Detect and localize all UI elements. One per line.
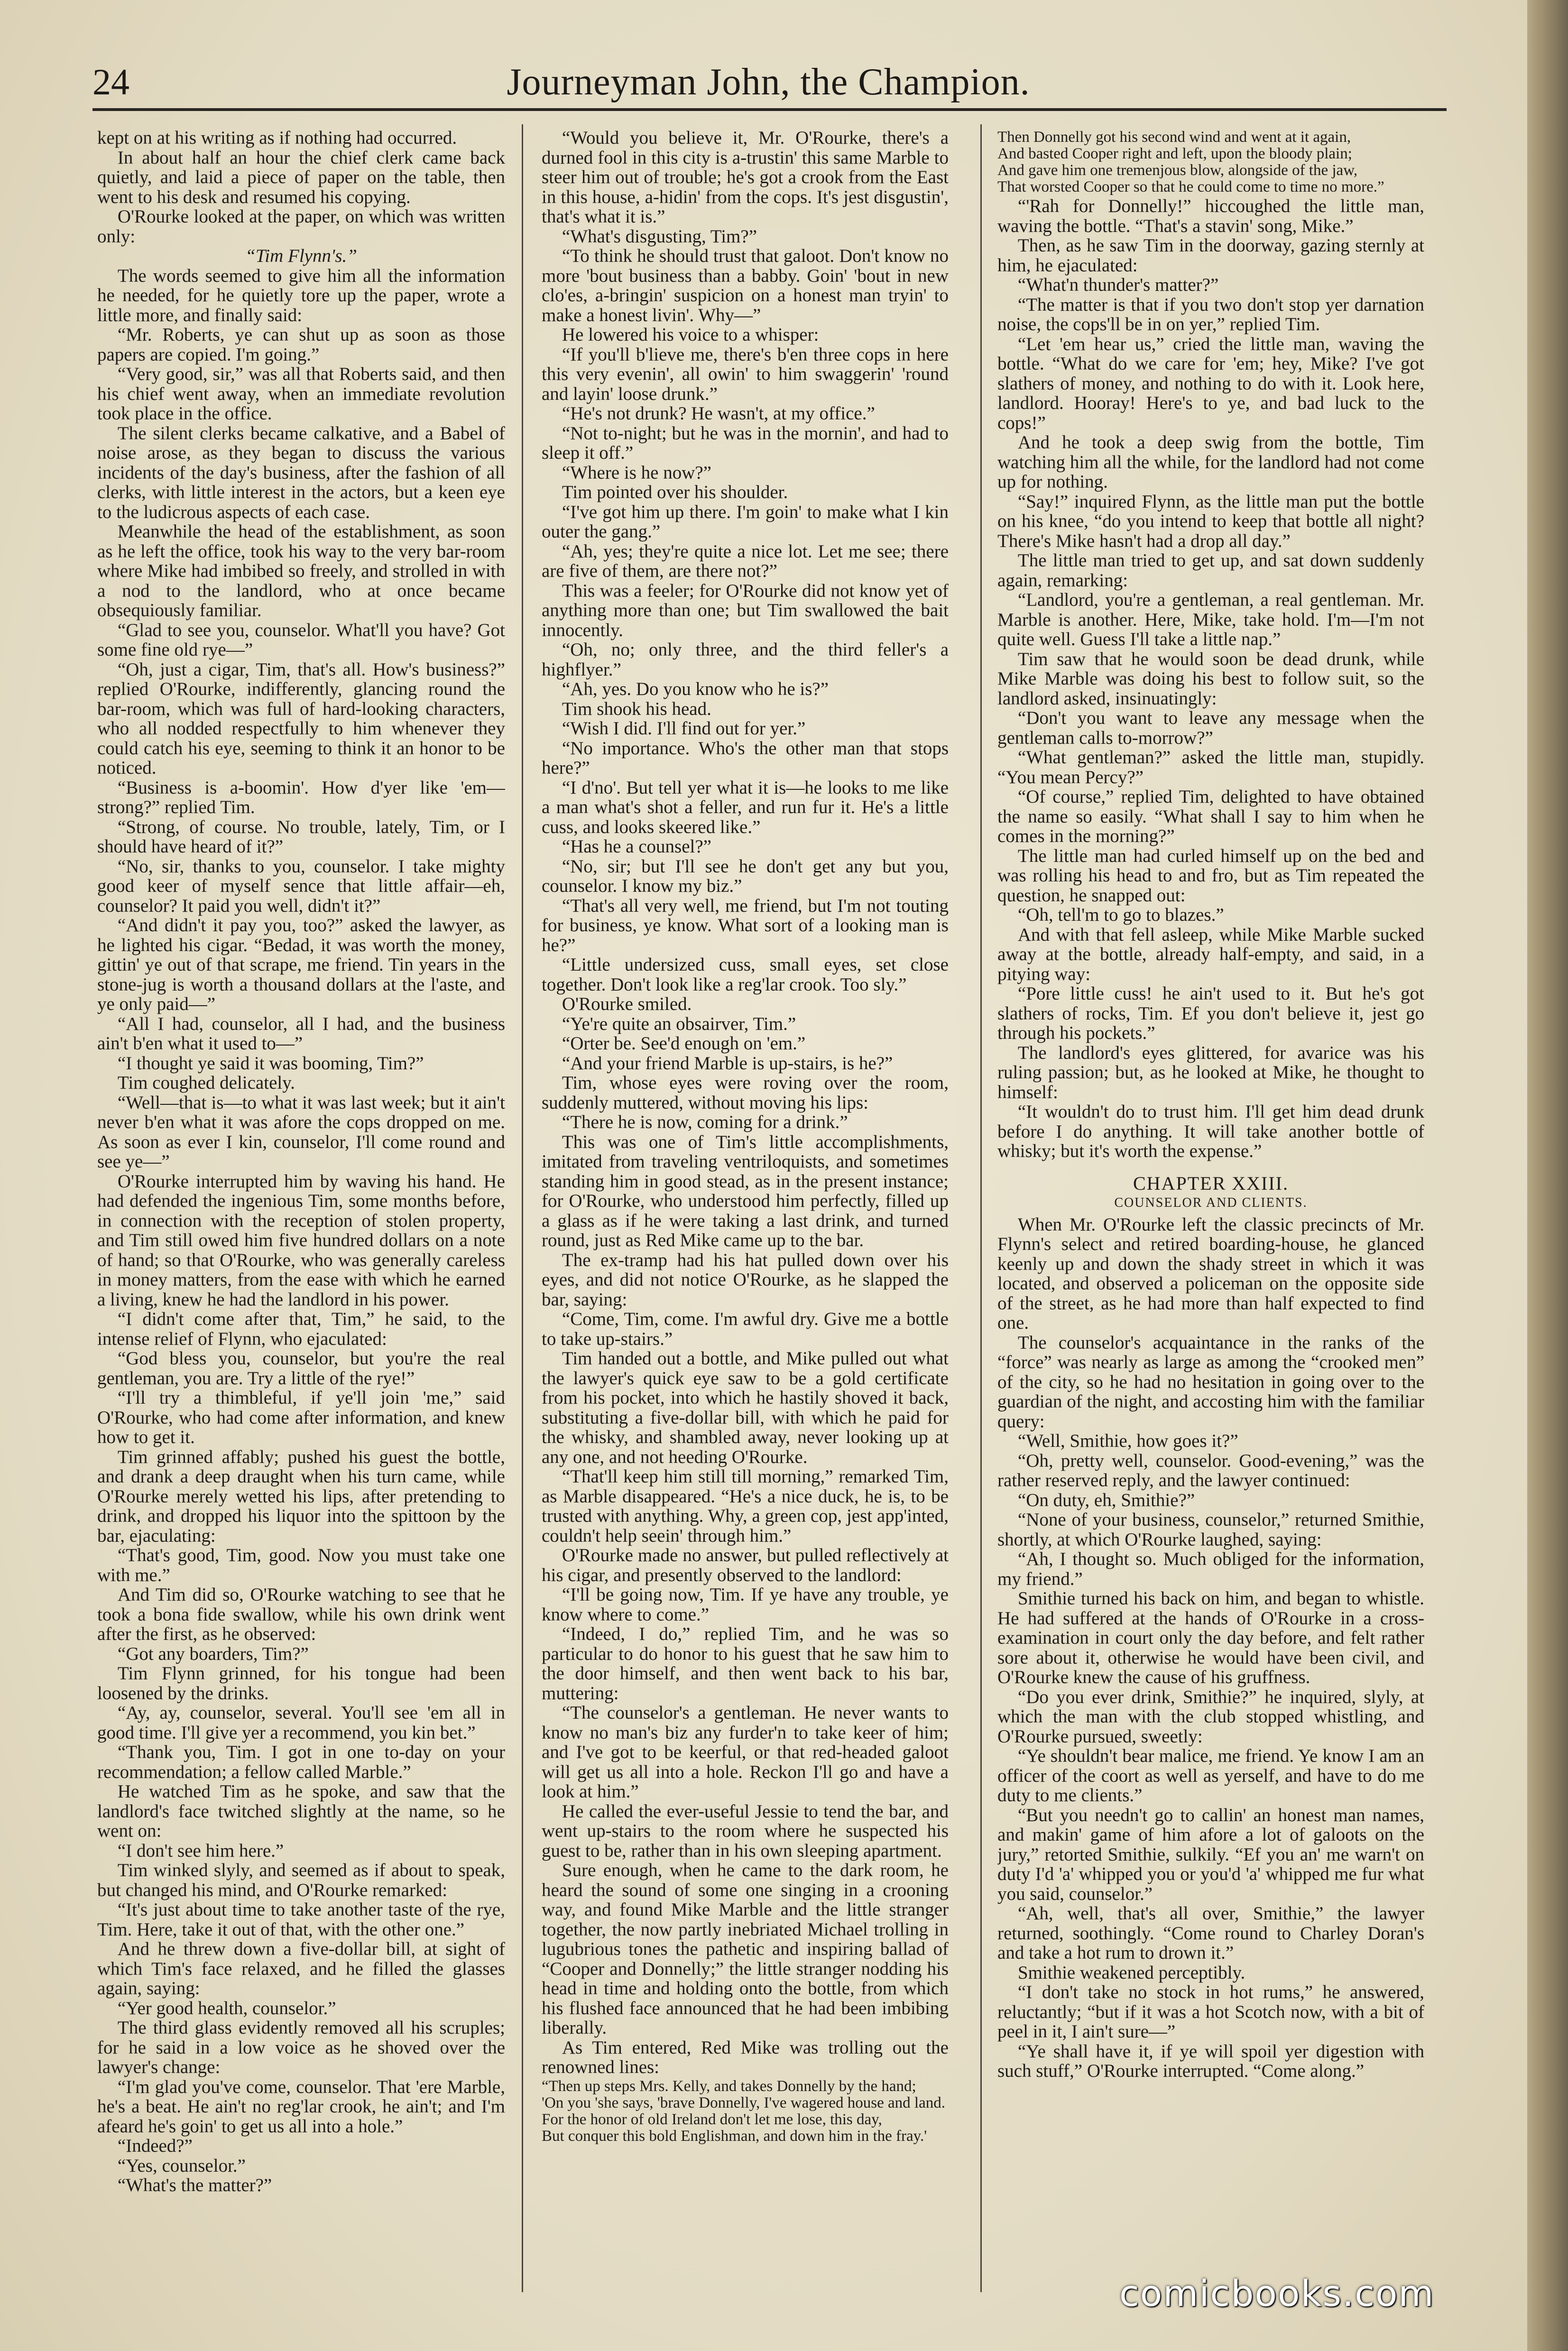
paragraph: “Indeed, I do,” replied Tim, and he was so particular to do honor to his guest that he saw him to the door himself, and then went back to his bar, muttering: [542, 1624, 949, 1703]
paragraph: “No, sir; but I'll see he don't get any but you, counselor. I know my biz.” [542, 856, 949, 896]
paragraph: And he threw down a five-dollar bill, at sight of which Tim's face relaxed, and he filled the glasses again, saying: [97, 1939, 505, 1999]
chapter-heading: CHAPTER XXIII. [1133, 1172, 1289, 1194]
paragraph: O'Rourke looked at the paper, on which was written only: [97, 206, 505, 247]
paragraph: This was a feeler; for O'Rourke did not know yet of anything more than one; but Tim swallowed the bait innocently. [542, 580, 949, 640]
paragraph: Tim pointed over his shoulder. [562, 482, 788, 502]
paragraph: “Indeed?” [117, 2136, 193, 2156]
paragraph: O'Rourke made no answer, but pulled reflectively at his cigar, and presently observed to the landlord: [542, 1545, 949, 1585]
paragraph: The counselor's acquaintance in the ranks of the “force” was nearly as large as among the “crooked men” of the city, so he had no hesitation in going over to the guardian of the night, and accosting him with the familiar query: [997, 1332, 1424, 1432]
running-title: Journeyman John, the Champion. [507, 61, 1030, 103]
site-watermark: comicbooks.com [1119, 2272, 1435, 2314]
paragraph: “Thank you, Tim. I got in one to-day on your recommendation; a fellow called Marble.” [97, 1742, 505, 1782]
paragraph: “Oh, just a cigar, Tim, that's all. How's business?” replied O'Rourke, indifferently, glancing round the bar-room, which was full of hard-looking characters, who all nodded respectfully to him whenever they could catch his eye, seeming to think it an honor to be noticed. [97, 659, 505, 778]
paragraph: “That'll keep him still till morning,” remarked Tim, as Marble disappeared. “He's a nice duck, he is, to be trusted with anything. Why, a green cop, jest app'inted, couldn't help seein' through him.” [542, 1466, 949, 1546]
paragraph: “God bless you, counselor, but you're the real gentleman, you are. Try a little of the rye!” [97, 1348, 505, 1388]
paragraph: “Ah, I thought so. Much obliged for the information, my friend.” [997, 1549, 1424, 1589]
paragraph: “Ah, yes; they're quite a nice lot. Let me see; there are five of them, are there not?” [542, 541, 949, 581]
paragraph: “None of your business, counselor,” returned Smithie, shortly, at which O'Rourke laughed, saying: [997, 1509, 1424, 1550]
paragraph: “I thought ye said it was booming, Tim?” [117, 1053, 424, 1074]
paragraph: “Come, Tim, come. I'm awful dry. Give me a bottle to take up-stairs.” [542, 1309, 949, 1349]
paragraph: “There he is now, coming for a drink.” [562, 1112, 848, 1132]
paragraph: “And didn't it pay you, too?” asked the lawyer, as he lighted his cigar. “Bedad, it was worth the money, gittin' ye out of that scrape, me friend. Tin years in the stone-jug is worth a thousand dollars at the l'aste, and ye only paid—” [97, 915, 505, 1014]
text-column-3 [997, 128, 1424, 2291]
paragraph: And Tim did so, O'Rourke watching to see that he took a bona fide swallow, while his own drink went after the first, as he observed: [97, 1584, 505, 1644]
paragraph: “Mr. Roberts, ye can shut up as soon as those papers are copied. I'm going.” [97, 324, 505, 365]
paragraph: Smithie weakened perceptibly. [1017, 1962, 1245, 1983]
paragraph: The little man tried to get up, and sat down suddenly again, remarking: [997, 550, 1424, 591]
paragraph: Smithie turned his back on him, and began to whistle. He had suffered at the hands of O'Rourke in a cross-examination in court only the day before, and felt rather sore about it, otherwise he would have been civil, and O'Rourke knew the cause of his gruffness. [997, 1588, 1424, 1687]
paragraph: Tim shook his head. [562, 698, 711, 719]
paragraph: “Where is he now?” [562, 462, 711, 483]
paragraph: “I didn't come after that, Tim,” he said, to the intense relief of Flynn, who ejaculated: [97, 1309, 505, 1349]
paragraph: “Oh, tell'm to go to blazes.” [1017, 905, 1224, 925]
paragraph: “Tim Flynn's.” [245, 246, 357, 266]
paragraph: “Wish I did. I'll find out for yer.” [562, 718, 806, 739]
paragraph: “Would you believe it, Mr. O'Rourke, there's a durned fool in this city is a-trustin' this same Marble to steer him out of trouble; he's got a crook from the East in this house, a-hidin' from the cops. It's jest disgustin', that's what it is.” [542, 128, 949, 227]
paragraph: “Business is a-boomin'. How d'yer like 'em—strong?” replied Tim. [97, 777, 505, 817]
paragraph: “Little undersized cuss, small eyes, set close together. Don't look like a reg'lar crook. Too sly.” [542, 954, 949, 995]
paragraph: “Strong, of course. No trouble, lately, Tim, or I should have heard of it?” [97, 816, 505, 857]
text-column-2 [542, 128, 949, 2291]
paragraph: “I'll be going now, Tim. If ye have any trouble, ye know where to come.” [542, 1584, 949, 1625]
verse-line: And gave him one tremenjous blow, alongside of the jaw, [997, 162, 1358, 179]
paragraph: kept on at his writing as if nothing had occurred. [97, 128, 457, 148]
paragraph: “To think he should trust that galoot. Don't know no more 'bout business than a babby. Goin' 'bout in new clo'es, a-bringin' suspicion on a honest man tryin' to make a honest livin'. Why—” [542, 246, 949, 325]
paragraph: Tim coughed delicately. [117, 1073, 295, 1093]
paragraph: “Ah, yes. Do you know who he is?” [562, 679, 829, 699]
paragraph: Tim grinned affably; pushed his guest the bottle, and drank a deep draught when his turn came, while O'Rourke merely wetted his lips, after pretending to drink, and dropped his liquor into the spittoon by the bar, ejaculating: [97, 1446, 505, 1546]
paragraph: “I don't take no stock in hot rums,” he answered, reluctantly; “but if it was a hot Scotch now, with a bit of peel in it, I ain't sure—” [997, 1982, 1424, 2042]
verse-line: But conquer this bold Englishman, and down him in the fray.' [542, 2127, 927, 2145]
paragraph: “Of course,” replied Tim, delighted to have obtained the name so easily. “What shall I say to him when he comes in the morning?” [997, 787, 1424, 846]
paragraph: The silent clerks became calkative, and a Babel of noise arose, as they began to discuss the various incidents of the day's business, after the fashion of all clerks, with little interest in the actors, but a keen eye to the ludicrous aspects of each case. [97, 423, 505, 522]
paragraph: “Ye're quite an obsairver, Tim.” [562, 1013, 796, 1034]
paragraph: The third glass evidently removed all his scruples; for he said in a low voice as he shoved over the lawyer's change: [97, 2018, 505, 2077]
paragraph: This was one of Tim's little accomplishments, imitated from traveling ventriloquists, and sometimes standing him in good stead, as in the present instance; for O'Rourke, who understood him perfectly, filled up a glass as if he were taking a last drink, and turned round, just as Red Mike came up to the bar. [542, 1131, 949, 1250]
paragraph: “If you'll b'lieve me, there's b'en three cops in here this very evenin', all owin' to him swaggerin' 'round and layin' loose drunk.” [542, 344, 949, 404]
paragraph: In about half an hour the chief clerk came back quietly, and laid a piece of paper on the table, then went to his desk and resumed his copying. [97, 147, 505, 207]
verse-block [997, 129, 1424, 195]
verse-line: For the honor of old Ireland don't let me lose, this day, [542, 2110, 882, 2128]
paragraph: “Oh, pretty well, counselor. Good-evening,” was the rather reserved reply, and the lawyer continued: [997, 1450, 1424, 1490]
paragraph: “It's just about time to take another taste of the rye, Tim. Here, take it out of that, with the other one.” [97, 1899, 505, 1940]
paragraph: Tim winked slyly, and seemed as if about to speak, but changed his mind, and O'Rourke remarked: [97, 1860, 505, 1900]
paragraph: The words seemed to give him all the information he needed, for he quietly tore up the paper, wrote a little more, and finally said: [97, 265, 505, 325]
paragraph: “Glad to see you, counselor. What'll you have? Got some fine old rye—” [97, 620, 505, 660]
paragraph: “Got any boarders, Tim?” [117, 1643, 309, 1664]
paragraph: The little man had curled himself up on the bed and was rolling his head to and fro, but as Tim repeated the question, he snapped out: [997, 845, 1424, 906]
paragraph: He lowered his voice to a whisper: [562, 324, 819, 345]
paragraph: “What's disgusting, Tim?” [562, 226, 757, 247]
page-edge-binding [1527, 0, 1568, 2351]
paragraph: “No, sir, thanks to you, counselor. I take mighty good keer of myself sence that little affair—eh, counselor? It paid you well, didn't it?” [97, 856, 505, 916]
paragraph: “Not to-night; but he was in the mornin', and had to sleep it off.” [542, 423, 949, 463]
column-divider [522, 124, 523, 2292]
paragraph: “Well, Smithie, how goes it?” [1017, 1431, 1238, 1451]
verse-line: And basted Cooper right and left, upon the bloody plain; [997, 145, 1352, 162]
paragraph: O'Rourke smiled. [562, 994, 692, 1014]
column-divider [980, 124, 982, 2292]
paragraph: “Very good, sir,” was all that Roberts said, and then his chief went away, when an immediate revolution took place in the office. [97, 364, 505, 424]
paragraph: “All I had, counselor, all I had, and the business ain't b'en what it used to—” [97, 1013, 505, 1054]
paragraph: “On duty, eh, Smithie?” [1017, 1490, 1195, 1510]
paragraph: And he took a deep swig from the bottle, Tim watching him all the while, for the landlord had not come up for nothing. [997, 432, 1424, 492]
paragraph: “The counselor's a gentleman. He never wants to know no man's biz any furder'n to take keer of him; and I've got to be keerful, or that red-headed galoot will get us all into a hole. Reckon I'll go and have a look at him.” [542, 1703, 949, 1802]
paragraph: “That's good, Tim, good. Now you must take one with me.” [97, 1545, 505, 1585]
paragraph: He called the ever-useful Jessie to tend the bar, and went up-stairs to the room where he suspected his guest to be, rather than in his own sleeping apartment. [542, 1801, 949, 1861]
paragraph: Tim saw that he would soon be dead drunk, while Mike Marble was doing his best to follow suit, so the landlord asked, insinuatingly: [997, 648, 1424, 709]
paragraph: And with that fell asleep, while Mike Marble sucked away at the bottle, already half-empty, and said, in a pitying way: [997, 924, 1424, 984]
verse-line: 'On you 'she says, 'brave Donnelly, I've wagered house and land. [542, 2094, 945, 2111]
verse-block [542, 2078, 949, 2145]
paragraph: “Say!” inquired Flynn, as the little man put the bottle on his knee, “do you intend to keep that bottle all night? There's Mike hasn't had a drop all day.” [997, 491, 1424, 551]
paragraph: “He's not drunk? He wasn't, at my office.” [562, 403, 875, 424]
paragraph: As Tim entered, Red Mike was trolling out the renowned lines: [542, 2037, 949, 2077]
paragraph: Tim handed out a bottle, and Mike pulled out what the lawyer's quick eye saw to be a gold certificate from his pocket, into which he hastily shoved it back, substituting a five-dollar bill, with which he paid for the whisky, and shambled away, never looking up at any one, and not heeding O'Rourke. [542, 1348, 949, 1467]
paragraph: “That's all very well, me friend, but I'm not touting for business, ye know. What sort of a looking man is he?” [542, 895, 949, 955]
paragraph: “What's the matter?” [117, 2175, 272, 2195]
paragraph: “Do you ever drink, Smithie?” he inquired, slyly, at which the man with the club stopped whistling, and O'Rourke pursued, sweetly: [997, 1686, 1424, 1747]
paragraph: “I d'no'. But tell yer what it is—he looks to me like a man what's shot a feller, and run fur it. He's a little cuss, and looks skeered like.” [542, 777, 949, 837]
paragraph: “Well—that is—to what it was last week; but it ain't never b'en what it was afore the cops dropped on me. As soon as ever I kin, counselor, I'll come round and see ye—” [97, 1092, 505, 1172]
paragraph: The ex-tramp had his hat pulled down over his eyes, and did not notice O'Rourke, as he slapped the bar, saying: [542, 1250, 949, 1310]
paragraph: Meanwhile the head of the establishment, as soon as he left the office, took his way to the very bar-room where Mike had imbibed so freely, and strolled in with a nod to the landlord, who at once became obsequiously familiar. [97, 521, 505, 620]
paragraph: “Ye shall have it, if ye will spoil yer digestion with such stuff,” O'Rourke interrupted. “Come along.” [997, 2041, 1424, 2081]
verse-line: Then Donnelly got his second wind and went at it again, [997, 129, 1351, 146]
paragraph: “What'n thunder's matter?” [1017, 275, 1219, 295]
paragraph: “I'll try a thimbleful, if ye'll join 'me,” said O'Rourke, who had come after information, and knew how to get it. [97, 1388, 505, 1447]
paragraph: “I'm glad you've come, counselor. That 'ere Marble, he's a beat. He ain't no reg'lar crook, he ain't; and I'm afeard he's goin' to get us all into a hole.” [97, 2076, 505, 2137]
paragraph: “Ah, well, that's all over, Smithie,” the lawyer returned, soothingly. “Come round to Charley Doran's and take a hot rum to drown it.” [997, 1903, 1424, 1963]
paragraph: When Mr. O'Rourke left the classic precincts of Mr. Flynn's select and retired boarding-house, he glanced keenly up and down the shady street in which it was located, and observed a policeman on the opposite side of the street, as he had more than half expected to find one. [997, 1214, 1424, 1333]
paragraph: Then, as he saw Tim in the doorway, gazing sternly at him, he ejaculated: [997, 235, 1424, 276]
verse-line: “Then up steps Mrs. Kelly, and takes Donnelly by the hand; [542, 2077, 916, 2095]
paragraph: “Pore little cuss! he ain't used to it. But he's got slathers of rocks, Tim. Ef you don't believe it, jest go through his pockets.” [997, 983, 1424, 1043]
verse-line: That worsted Cooper so that he could come to time no more.” [997, 178, 1384, 195]
paragraph: “'Rah for Donnelly!” hiccoughed the little man, waving the bottle. “That's a stavin' song, Mike.” [997, 196, 1424, 236]
paragraph: “I don't see him here.” [117, 1840, 284, 1861]
paragraph: “It wouldn't do to trust him. I'll get him dead drunk before I do anything. It will take another bottle of whisky; but it's worth the expense.” [997, 1101, 1424, 1161]
text-column-1 [97, 128, 505, 2291]
page-number: 24 [92, 61, 129, 102]
paragraph: “Don't you want to leave any message when the gentleman calls to-morrow?” [997, 708, 1424, 748]
paragraph: “Has he a counsel?” [562, 836, 711, 857]
paragraph: “I've got him up there. I'm goin' to make what I kin outer the gang.” [542, 501, 949, 542]
paragraph: “Landlord, you're a gentleman, a real gentleman. Mr. Marble is another. Here, Mike, take hold. I'm—I'm not quite well. Guess I'll take a little nap.” [997, 590, 1424, 649]
paragraph: Tim Flynn grinned, for his tongue had been loosened by the drinks. [97, 1663, 505, 1703]
paragraph: “Ay, ay, counselor, several. You'll see 'em all in good time. I'll give yer a recommend, you kin bet.” [97, 1703, 505, 1743]
paragraph: “Ye shouldn't bear malice, me friend. Ye know I am an officer of the coort as well as yerself, and have to do me duty to me clients.” [997, 1746, 1424, 1805]
header-rule [92, 108, 1447, 111]
paragraph: “Yes, counselor.” [117, 2155, 246, 2176]
paragraph: “Orter be. See'd enough on 'em.” [562, 1033, 806, 1054]
paragraph: The landlord's eyes glittered, for avarice was his ruling passion; but, as he looked at Mike, he thought to himself: [997, 1042, 1424, 1102]
paragraph: “Let 'em hear us,” cried the little man, waving the bottle. “What do we care for 'em; hey, Mike? I've got slathers of money, and nothing to do with it. Look here, landlord. Hooray! Here's to ye, and bad luck to the cops!” [997, 333, 1424, 433]
paragraph: O'Rourke interrupted him by waving his hand. He had defended the ingenious Tim, some months before, in connection with the reception of stolen property, and Tim still owed him five hundred dollars on a note of hand; so that O'Rourke, who was generally careless in money matters, from the ease with which he earned a living, knew he had the landlord in his power. [97, 1171, 505, 1310]
paragraph: Sure enough, when he came to the dark room, he heard the sound of some one singing in a crooning way, and found Mike Marble and the little stranger together, the now partly inebriated Michael trolling in lugubrious tones the pathetic and inspiring ballad of “Cooper and Donnelly;” the little stranger nodding his head in time and holding onto the bottle, from which his flushed face announced that he had been imbibing liberally. [542, 1860, 949, 2038]
paragraph: “Yer good health, counselor.” [117, 1998, 336, 2018]
paragraph: “What gentleman?” asked the little man, stupidly. “You mean Percy?” [997, 747, 1424, 787]
paragraph: “But you needn't go to callin' an honest man names, and makin' game of him afore a lot of galoots on the jury,” retorted Smithie, sulkily. “Ef you an' me warn't on duty I'd 'a' whipped you or you'd 'a' whipped me fur what you said, counselor.” [997, 1805, 1424, 1904]
paragraph: “And your friend Marble is up-stairs, is he?” [562, 1053, 893, 1074]
paragraph: He watched Tim as he spoke, and saw that the landlord's face twitched slightly at the name, so he went on: [97, 1781, 505, 1841]
paragraph: “The matter is that if you two don't stop yer darnation noise, the cops'll be in on yer,” replied Tim. [997, 294, 1424, 334]
paragraph: “No importance. Who's the other man that stops here?” [542, 738, 949, 778]
chapter-subtitle: COUNSELOR AND CLIENTS. [1114, 1195, 1308, 1210]
paragraph: “Oh, no; only three, and the third feller's a highflyer.” [542, 639, 949, 680]
paragraph: Tim, whose eyes were roving over the room, suddenly muttered, without moving his lips: [542, 1073, 949, 1113]
